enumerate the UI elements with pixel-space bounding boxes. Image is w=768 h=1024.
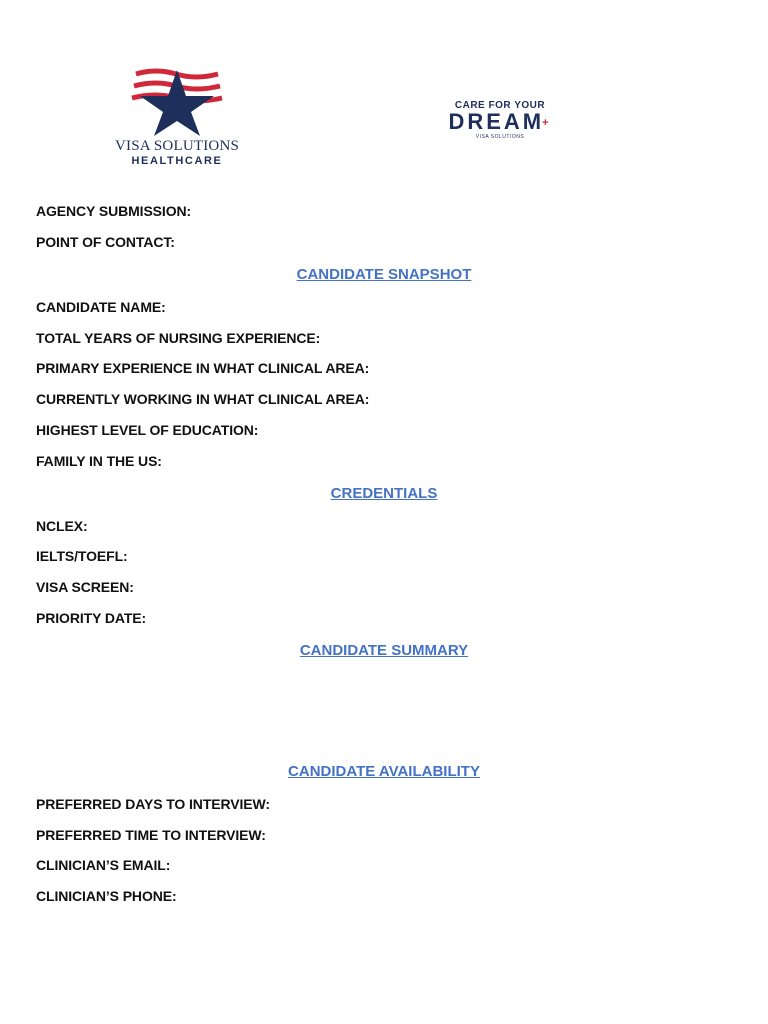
field-visa-screen: VISA SCREEN: (36, 579, 134, 595)
field-ielts-toefl: IELTS/TOEFL: (36, 548, 128, 564)
field-family-in-us: FAMILY IN THE US: (36, 453, 162, 469)
field-preferred-days: PREFERRED DAYS TO INTERVIEW: (36, 796, 270, 812)
heading-candidate-summary: CANDIDATE SUMMARY (299, 642, 469, 659)
logo-right-tagline: CARE FOR YOUR (454, 100, 546, 111)
heading-credentials: CREDENTIALS (330, 485, 438, 502)
field-point-of-contact: POINT OF CONTACT: (36, 234, 175, 250)
field-clinician-phone: CLINICIAN’S PHONE: (36, 888, 177, 904)
field-highest-education: HIGHEST LEVEL OF EDUCATION: (36, 422, 259, 438)
care-for-your-dream-logo (438, 100, 562, 148)
field-currently-working: CURRENTLY WORKING IN WHAT CLINICAL AREA: (36, 391, 370, 407)
flag-star-icon (130, 66, 224, 136)
field-total-years: TOTAL YEARS OF NURSING EXPERIENCE: (36, 330, 321, 346)
field-candidate-name: CANDIDATE NAME: (36, 299, 166, 315)
logo-right-word-text: DREAM (448, 109, 545, 134)
logo-right-sub: VISA SOLUTIONS (475, 134, 525, 141)
field-priority-date: PRIORITY DATE: (36, 610, 147, 626)
heading-candidate-availability: CANDIDATE AVAILABILITY (288, 763, 480, 780)
logo-left-line1: VISA SOLUTIONS (114, 138, 240, 154)
field-nclex: NCLEX: (36, 518, 88, 534)
logo-right-accent: + (542, 117, 552, 130)
logo-left-line2: HEALTHCARE (131, 155, 223, 167)
logo-right-word (438, 111, 562, 134)
heading-candidate-snapshot: CANDIDATE SNAPSHOT (296, 266, 472, 283)
visa-solutions-healthcare-logo (104, 66, 250, 170)
field-agency-submission: AGENCY SUBMISSION: (36, 203, 192, 219)
field-preferred-time: PREFERRED TIME TO INTERVIEW: (36, 827, 266, 843)
field-primary-experience: PRIMARY EXPERIENCE IN WHAT CLINICAL AREA: (36, 360, 370, 376)
field-clinician-email: CLINICIAN’S EMAIL: (36, 857, 171, 873)
